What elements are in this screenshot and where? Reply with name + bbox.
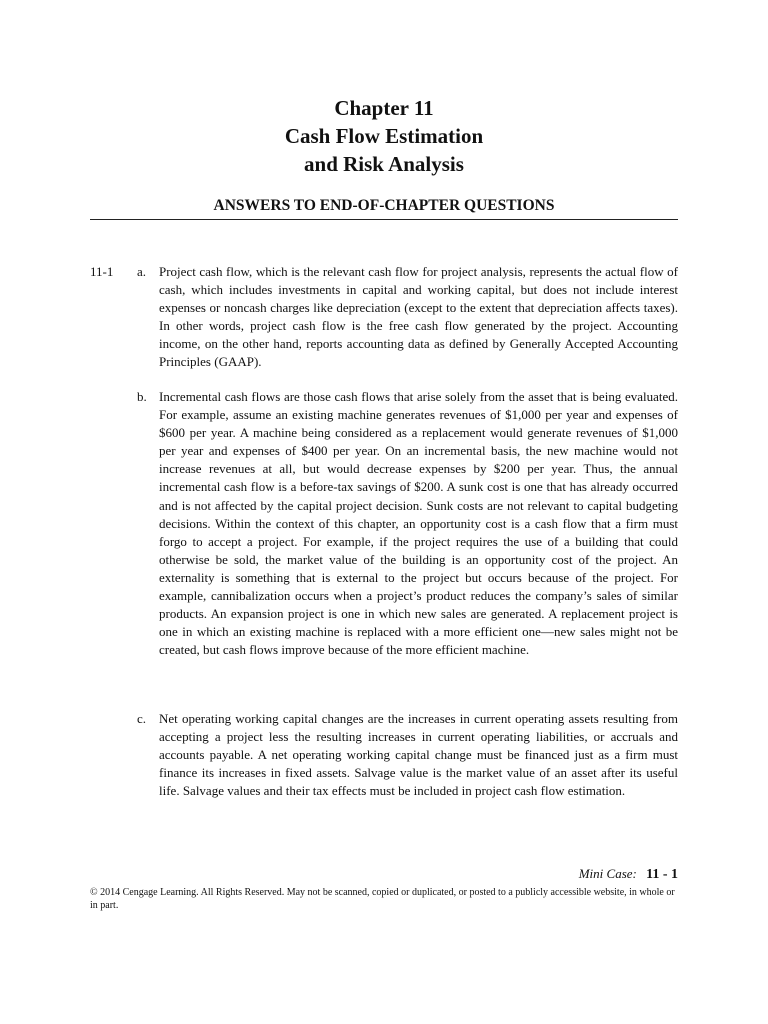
chapter-title-line-1: Cash Flow Estimation: [284, 124, 484, 148]
chapter-title-line-2: and Risk Analysis: [304, 152, 464, 176]
answer-letter: a.: [137, 264, 147, 279]
section-heading: ANSWERS TO END-OF-CHAPTER QUESTIONS: [213, 197, 555, 214]
page-number: 11 - 1: [646, 867, 678, 882]
answer-text: Net operating working capital changes are the increases in current operating assets resulting from accepting a project less the resulting increases in current operating liabilities, or accruals and accounts payable. A net operating working capital change must be financed just as a firm must finance its increases in fixed assets. Salvage value is the market value of an asset after its useful life. Salvage values and their tax effects must be included in project cash flow estimation.: [159, 711, 678, 799]
question-number: 11-1: [90, 264, 114, 279]
chapter-title: [0, 94, 768, 178]
mini-case-label: Mini Case:: [578, 866, 637, 881]
page-footer: [579, 866, 678, 883]
heading-divider: [90, 219, 678, 220]
chapter-number: Chapter 11: [334, 96, 434, 120]
answer-text: Incremental cash flows are those cash flows that arise solely from the asset that is being evaluated. For example, assume an existing machine generates revenues of $1,000 per year and expenses of $600 per year. A machine being considered as a replacement would generate revenues of $1,000 per year and expenses of $400 per year. On an incremental basis, the new machine would not increase revenues at all, but would decrease expenses by $200 per year. Thus, the annual incremental cash flow is a before-tax savings of $200. A sunk cost is one that has already occurred and is not affected by the capital project decision. Sunk costs are not relevant to capital budgeting decisions. Within the context of this chapter, an opportunity cost is a cash flow that a firm must forgo to accept a project. For example, if the project requires the use of a building that could otherwise be sold, the market value of the building is an opportunity cost of the project. An externality is something that is external to the project but occurs because of the project. For example, cannibalization occurs when a project’s product reduces the company’s sales of similar products. An expansion project is one in which new sales are generated. A replacement project is one in which an existing machine is replaced with a more efficient one—new sales might not be created, but cash flows improve because of the more efficient machine.: [159, 389, 678, 658]
answer-letter: c.: [137, 711, 147, 726]
copyright-notice: © 2014 Cengage Learning. All Rights Reserved. May not be scanned, copied or duplicated, or posted to a publicly accessible website, in whole or in part.: [90, 887, 675, 911]
answer-letter: b.: [137, 389, 147, 404]
answer-text: Project cash flow, which is the relevant cash flow for project analysis, represents the actual flow of cash, which includes investments in capital and working capital, but does not include interest expenses or noncash charges like depreciation (except to the extent that depreciation affects taxes). In other words, project cash flow is the free cash flow generated by the project. Accounting income, on the other hand, reports accounting data as defined by Generally Accepted Accounting Principles (GAAP).: [159, 264, 678, 370]
